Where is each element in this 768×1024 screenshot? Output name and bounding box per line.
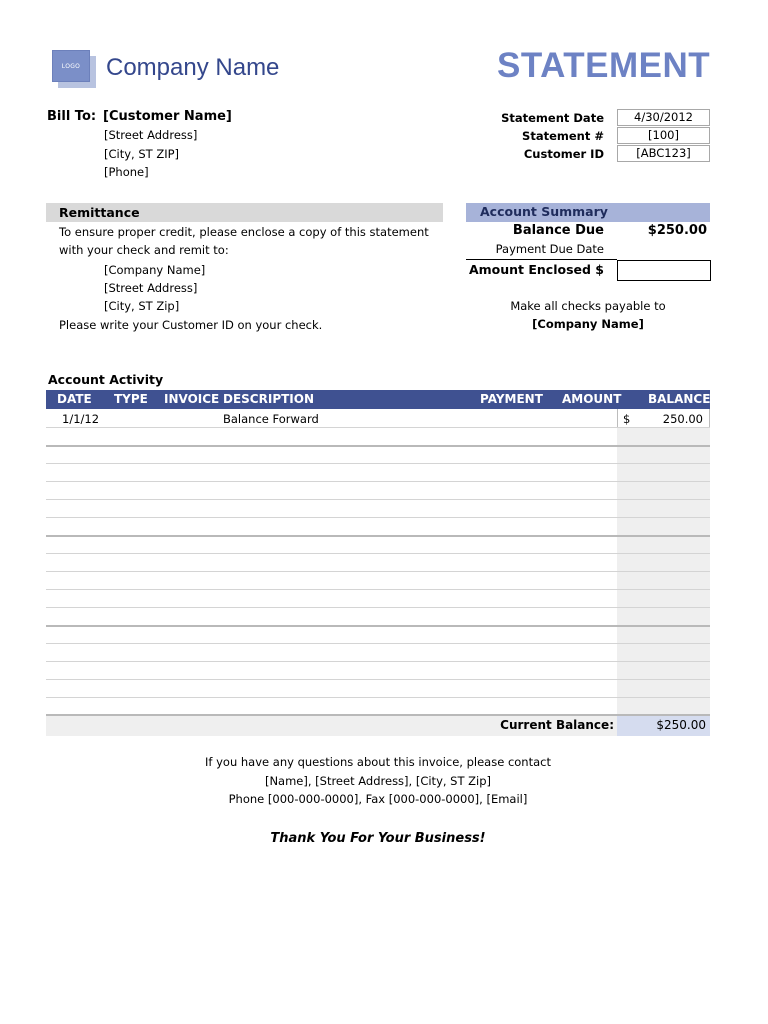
table-row-rule xyxy=(46,535,710,537)
checks-payable-text: Make all checks payable to xyxy=(510,299,666,313)
balance-due-label: Balance Due xyxy=(512,223,604,238)
row-balance-currency: $ xyxy=(623,412,631,426)
statement-number-label: Statement # xyxy=(522,129,604,143)
remittance-title: Remittance xyxy=(59,205,140,220)
statement-number-field[interactable]: [100] xyxy=(617,127,710,144)
remit-company: [Company Name] xyxy=(104,263,206,277)
account-summary-title: Account Summary xyxy=(480,204,608,219)
customer-phone: [Phone] xyxy=(104,165,149,179)
document-title: STATEMENT xyxy=(497,46,711,85)
customer-name: [Customer Name] xyxy=(103,109,232,124)
amount-enclosed-label: Amount Enclosed $ xyxy=(468,262,604,277)
table-row-rule xyxy=(46,661,710,662)
column-header-amount: AMOUNT xyxy=(562,392,622,406)
amount-enclosed-rule xyxy=(466,259,617,260)
logo-placeholder: LOGO xyxy=(52,50,90,82)
row-balance: 250.00 xyxy=(662,412,703,426)
column-header-invoice: INVOICE xyxy=(164,392,220,406)
row-date: 1/1/12 xyxy=(62,412,100,426)
current-balance-label: Current Balance: xyxy=(500,718,614,732)
bill-to-label: Bill To: xyxy=(47,109,97,124)
table-row-rule xyxy=(46,553,710,554)
column-header-date: DATE xyxy=(57,392,92,406)
table-row-rule xyxy=(46,589,710,590)
table-row-rule xyxy=(46,463,710,464)
column-header-type: TYPE xyxy=(114,392,148,406)
balance-cell-divider xyxy=(617,409,618,428)
table-row-rule xyxy=(46,445,710,447)
statement-date-label: Statement Date xyxy=(501,111,604,125)
table-row-rule xyxy=(46,499,710,500)
customer-street: [Street Address] xyxy=(104,128,198,142)
remit-city: [City, ST Zip] xyxy=(104,299,180,313)
table-row-rule xyxy=(46,607,710,608)
footer-contact-address: [Name], [Street Address], [City, ST Zip] xyxy=(264,774,492,788)
payment-due-date-label: Payment Due Date xyxy=(495,242,604,256)
footer-contact-intro: If you have any questions about this invoice, please contact xyxy=(205,755,551,769)
current-balance-value: $250.00 xyxy=(656,718,706,732)
table-row-rule xyxy=(46,643,710,644)
table-row-rule xyxy=(46,697,710,698)
thank-you-message: Thank You For Your Business! xyxy=(270,831,486,846)
balance-due-value: $250.00 xyxy=(647,223,707,238)
row-description: Balance Forward xyxy=(223,412,319,426)
customer-id-field[interactable]: [ABC123] xyxy=(617,145,710,162)
customer-id-label: Customer ID xyxy=(523,147,604,161)
company-logo xyxy=(52,50,96,88)
table-row-rule xyxy=(46,625,710,627)
remit-street: [Street Address] xyxy=(104,281,198,295)
remittance-instructions-line2: with your check and remit to: xyxy=(59,243,229,257)
balance-cell-edge xyxy=(709,409,710,428)
column-header-payment: PAYMENT xyxy=(480,392,543,406)
remittance-note: Please write your Customer ID on your check. xyxy=(59,318,323,332)
checks-payable-company: [Company Name] xyxy=(532,317,644,331)
customer-city: [City, ST ZIP] xyxy=(104,147,180,161)
amount-enclosed-field[interactable] xyxy=(617,260,711,281)
table-row-rule xyxy=(46,571,710,572)
footer-contact-phone: Phone [000-000-0000], Fax [000-000-0000], [Email] xyxy=(228,792,528,806)
company-name: Company Name xyxy=(106,54,280,81)
table-row-rule xyxy=(46,427,710,428)
table-row-rule xyxy=(46,679,710,680)
table-row-rule xyxy=(46,481,710,482)
table-row-rule xyxy=(46,517,710,518)
statement-date-field[interactable]: 4/30/2012 xyxy=(617,109,710,126)
account-activity-title: Account Activity xyxy=(48,372,164,387)
remittance-instructions-line1: To ensure proper credit, please enclose a copy of this statement xyxy=(59,225,429,239)
column-header-description: DESCRIPTION xyxy=(223,392,315,406)
column-header-balance: BALANCE xyxy=(648,392,711,406)
